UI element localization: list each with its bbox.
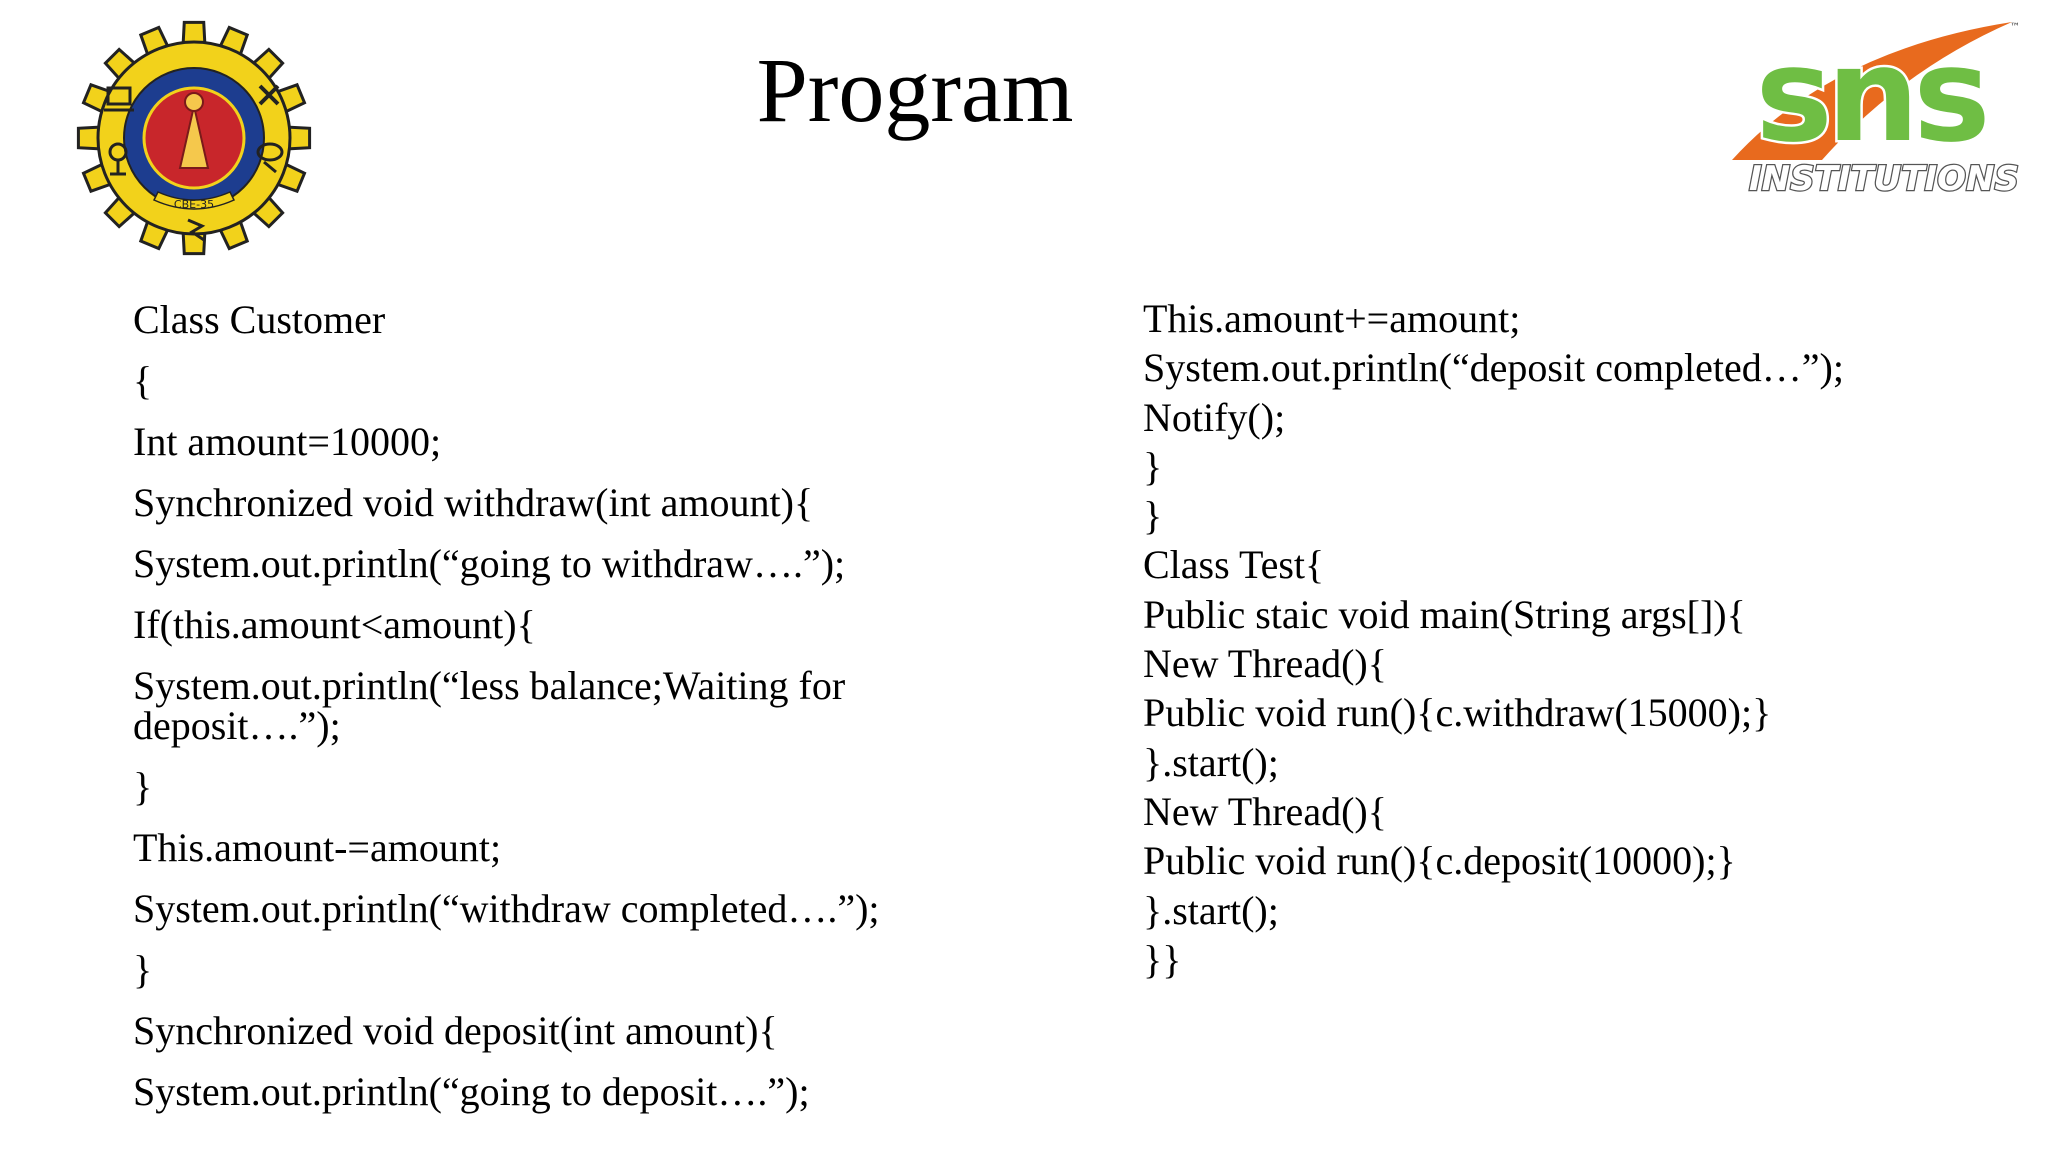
code-line: Public void run(){c.deposit(10000);} bbox=[1143, 838, 1736, 884]
code-line: System.out.println(“going to withdraw….”); bbox=[133, 541, 846, 586]
code-line: }.start(); bbox=[1143, 739, 1279, 785]
code-line: System.out.println(“withdraw completed….”); bbox=[133, 886, 880, 931]
code-line: Int amount=10000; bbox=[133, 419, 442, 464]
code-line: If(this.amount<amount){ bbox=[133, 602, 536, 647]
code-line: Notify(); bbox=[1143, 394, 1286, 440]
code-line: }} bbox=[1143, 936, 1182, 982]
code-line: System.out.println(“deposit completed…”); bbox=[1143, 345, 1844, 391]
seal-sub-text: CBE-35 bbox=[173, 198, 215, 211]
code-line: Synchronized void withdraw(int amount){ bbox=[133, 480, 814, 525]
sns-logo-text: sns bbox=[1755, 19, 1985, 171]
sns-institutions-logo bbox=[1712, 10, 2022, 210]
svg-text:™: ™ bbox=[2010, 22, 2020, 33]
code-line: System.out.println(“less balance;Waiting for deposit….”); bbox=[133, 663, 846, 748]
code-line: } bbox=[1143, 493, 1163, 539]
code-line: } bbox=[133, 947, 153, 992]
code-line: Class Test{ bbox=[1143, 542, 1325, 588]
code-column-right bbox=[1143, 294, 2023, 984]
code-line: This.amount-=amount; bbox=[133, 825, 502, 870]
slide-title: Program bbox=[756, 39, 1074, 141]
code-line: }.start(); bbox=[1143, 887, 1279, 933]
code-line: Class Customer bbox=[133, 297, 386, 342]
code-line: New Thread(){ bbox=[1143, 788, 1387, 834]
sns-logo-subtext: INSTITUTIONS bbox=[1749, 159, 2019, 199]
code-line: Public staic void main(String args[]){ bbox=[1143, 591, 1746, 637]
code-line: Public void run(){c.withdraw(15000);} bbox=[1143, 690, 1772, 736]
code-line: { bbox=[133, 358, 153, 403]
code-line: } bbox=[1143, 443, 1163, 489]
code-line: } bbox=[133, 764, 153, 809]
code-line: This.amount+=amount; bbox=[1143, 296, 1521, 341]
code-column-left bbox=[133, 297, 1013, 1133]
code-line: System.out.println(“going to deposit….”); bbox=[133, 1069, 810, 1114]
code-line: New Thread(){ bbox=[1143, 641, 1387, 687]
code-line: Synchronized void deposit(int amount){ bbox=[133, 1008, 778, 1053]
